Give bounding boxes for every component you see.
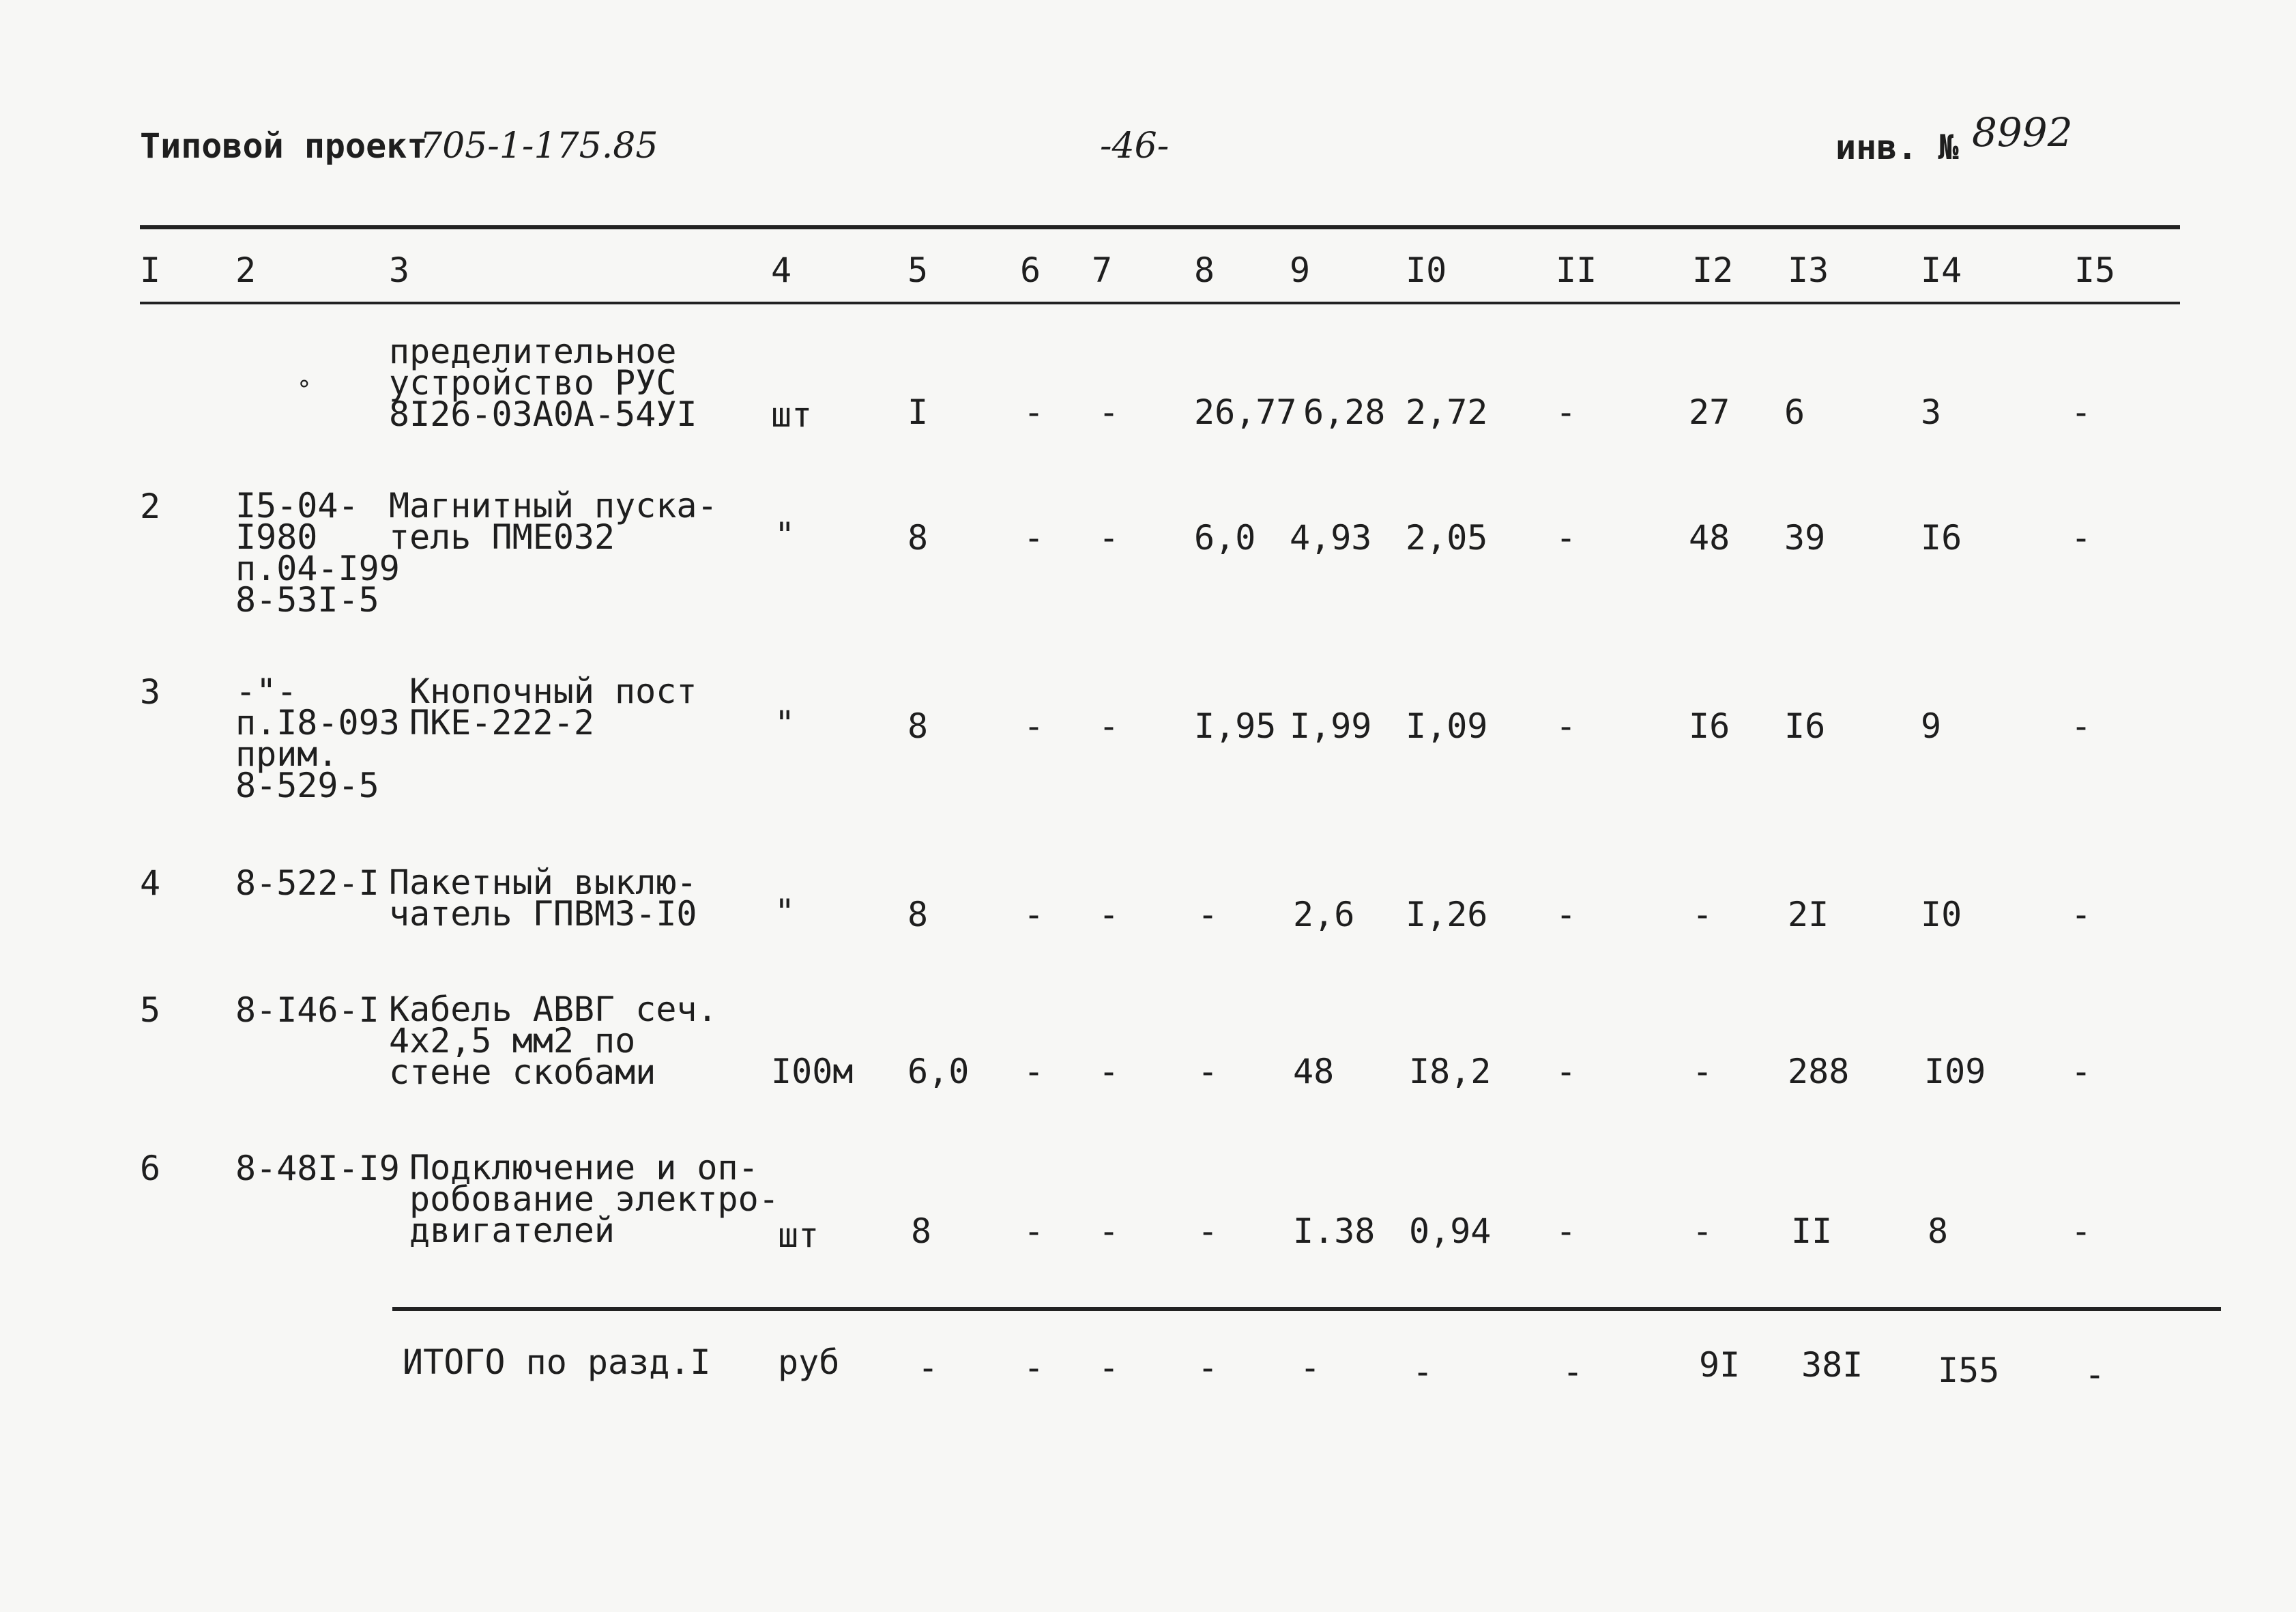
column-8: 8 — [1194, 250, 1215, 290]
row-col7: - — [1099, 895, 1120, 934]
row-col15: - — [2071, 706, 2092, 746]
row-col9: 48 — [1293, 1052, 1335, 1091]
row-qty: 8 — [907, 706, 929, 746]
total-col13: 38I — [1801, 1345, 1863, 1385]
row-code: 8-522-I — [235, 863, 379, 903]
row-qty: 8 — [911, 1211, 932, 1251]
row-number: 3 — [140, 672, 161, 712]
row-col7: - — [1099, 706, 1120, 746]
total-col7: - — [1099, 1348, 1120, 1387]
row-col11: - — [1556, 1052, 1577, 1091]
row-col8: - — [1197, 895, 1219, 934]
column-7: 7 — [1092, 250, 1113, 290]
row-code: ° — [297, 376, 312, 404]
row-col6: - — [1023, 895, 1045, 934]
column-4: 4 — [771, 250, 792, 290]
total-col9: - — [1300, 1348, 1321, 1387]
row-number: 5 — [140, 990, 161, 1030]
row-col8: 26,77 — [1194, 392, 1297, 432]
row-number: 2 — [140, 487, 161, 526]
row-col15: - — [2071, 1211, 2092, 1251]
row-col12: 27 — [1689, 392, 1730, 432]
row-col14: 8 — [1928, 1211, 1949, 1251]
row-code: 8-I46-I — [235, 990, 379, 1030]
row-col14: 9 — [1921, 706, 1942, 746]
row-col12: - — [1692, 1211, 1713, 1251]
column-6: 6 — [1020, 250, 1041, 290]
row-name: Кабель АВВГ сеч. 4x2,5 мм2 по стене скобами — [389, 990, 718, 1092]
inventory-number: 8992 — [1972, 109, 2073, 156]
row-col6: - — [1023, 392, 1045, 432]
column-9: 9 — [1290, 250, 1311, 290]
total-col10: - — [1412, 1352, 1434, 1392]
row-col10: 2,05 — [1406, 518, 1488, 558]
project-label: Типовой проект — [140, 126, 428, 166]
row-col8: 6,0 — [1194, 518, 1256, 558]
column-10: I0 — [1406, 250, 1447, 290]
row-col15: - — [2071, 1052, 2092, 1091]
total-col12: 9I — [1699, 1345, 1741, 1385]
row-code: I5-04- I980 п.04-I99 8-53I-5 — [235, 486, 400, 620]
row-col14: I0 — [1921, 895, 1962, 934]
total-label: ИТОГО по разд.I — [403, 1342, 711, 1382]
total-col11: - — [1563, 1352, 1584, 1392]
column-1: I — [140, 250, 161, 290]
row-col10: 0,94 — [1409, 1211, 1492, 1251]
row-col10: I,09 — [1406, 706, 1488, 746]
total-qty: - — [918, 1348, 939, 1387]
row-col8: I,95 — [1194, 706, 1277, 746]
column-11: II — [1556, 250, 1597, 290]
row-qty: 6,0 — [907, 1052, 970, 1091]
row-col15: - — [2071, 392, 2092, 432]
row-col7: - — [1099, 1052, 1120, 1091]
row-col12: - — [1692, 1052, 1713, 1091]
row-col6: - — [1023, 706, 1045, 746]
row-col14: I09 — [1924, 1052, 1986, 1091]
row-col15: - — [2071, 518, 2092, 558]
column-15: I5 — [2074, 250, 2116, 290]
row-col11: - — [1556, 392, 1577, 432]
header-rule — [140, 302, 2180, 304]
row-col14: 3 — [1921, 392, 1942, 432]
column-2: 2 — [235, 250, 257, 290]
total-col15: - — [2084, 1355, 2106, 1394]
row-qty: I — [907, 392, 929, 432]
row-col6: - — [1023, 518, 1045, 558]
page-number: -46- — [1100, 126, 1169, 167]
row-number: 6 — [140, 1149, 161, 1188]
top-rule — [140, 225, 2180, 229]
column-13: I3 — [1788, 250, 1829, 290]
row-col10: I8,2 — [1409, 1052, 1492, 1091]
row-unit: I00м — [771, 1052, 854, 1091]
row-col12: - — [1692, 895, 1713, 934]
row-col11: - — [1556, 706, 1577, 746]
row-name: Кнопочный пост ПКЕ-222-2 — [409, 672, 697, 743]
row-col8: - — [1197, 1052, 1219, 1091]
column-12: I2 — [1692, 250, 1734, 290]
row-name: Пакетный выклю- чатель ГПВМЗ-I0 — [389, 863, 697, 934]
row-unit: " — [774, 892, 796, 932]
column-3: 3 — [389, 250, 410, 290]
row-col13: 39 — [1784, 518, 1826, 558]
total-unit: руб — [778, 1342, 840, 1382]
row-col9: 2,6 — [1293, 895, 1355, 934]
row-col8: - — [1197, 1211, 1219, 1251]
row-col12: 48 — [1689, 518, 1730, 558]
row-col9: I,99 — [1290, 706, 1372, 746]
row-col11: - — [1556, 895, 1577, 934]
total-col6: - — [1023, 1348, 1045, 1387]
row-col11: - — [1556, 1211, 1577, 1251]
project-number: 705-1-175.85 — [420, 126, 658, 167]
row-col10: 2,72 — [1406, 392, 1488, 432]
row-col7: - — [1099, 518, 1120, 558]
row-unit: шт — [771, 395, 813, 435]
row-col9: 4,93 — [1290, 518, 1372, 558]
row-col6: - — [1023, 1211, 1045, 1251]
total-col14: I55 — [1938, 1351, 2000, 1390]
row-unit: " — [774, 704, 796, 743]
row-col9: I.38 — [1293, 1211, 1376, 1251]
total-col8: - — [1197, 1348, 1219, 1387]
row-col13: 6 — [1784, 392, 1805, 432]
row-name: Магнитный пуска- тель ПМЕ032 — [389, 486, 718, 557]
row-col10: I,26 — [1406, 895, 1488, 934]
row-col15: - — [2071, 895, 2092, 934]
row-col12: I6 — [1689, 706, 1730, 746]
row-col14: I6 — [1921, 518, 1962, 558]
column-14: I4 — [1921, 250, 1962, 290]
total-rule — [392, 1307, 2221, 1311]
row-qty: 8 — [907, 895, 929, 934]
row-col13: II — [1791, 1211, 1833, 1251]
row-number: 4 — [140, 863, 161, 903]
row-col11: - — [1556, 518, 1577, 558]
row-unit: шт — [778, 1215, 819, 1255]
row-col13: 2I — [1788, 895, 1829, 934]
row-unit: " — [774, 515, 796, 555]
row-col6: - — [1023, 1052, 1045, 1091]
column-5: 5 — [907, 250, 929, 290]
row-col7: - — [1099, 1211, 1120, 1251]
row-col13: I6 — [1784, 706, 1826, 746]
row-qty: 8 — [907, 518, 929, 558]
row-name: Подключение и оп- робование электро- двигателей — [409, 1148, 779, 1250]
row-col13: 288 — [1788, 1052, 1850, 1091]
inventory-label: инв. № — [1835, 128, 1959, 167]
row-code: 8-48I-I9 — [235, 1149, 400, 1188]
row-col9: 6,28 — [1303, 392, 1386, 432]
row-name: пределительное устройство РУС 8I26-03А0А-54УI — [389, 332, 697, 434]
row-col7: - — [1099, 392, 1120, 432]
row-code: -"- п.I8-093 прим. 8-529-5 — [235, 672, 400, 805]
